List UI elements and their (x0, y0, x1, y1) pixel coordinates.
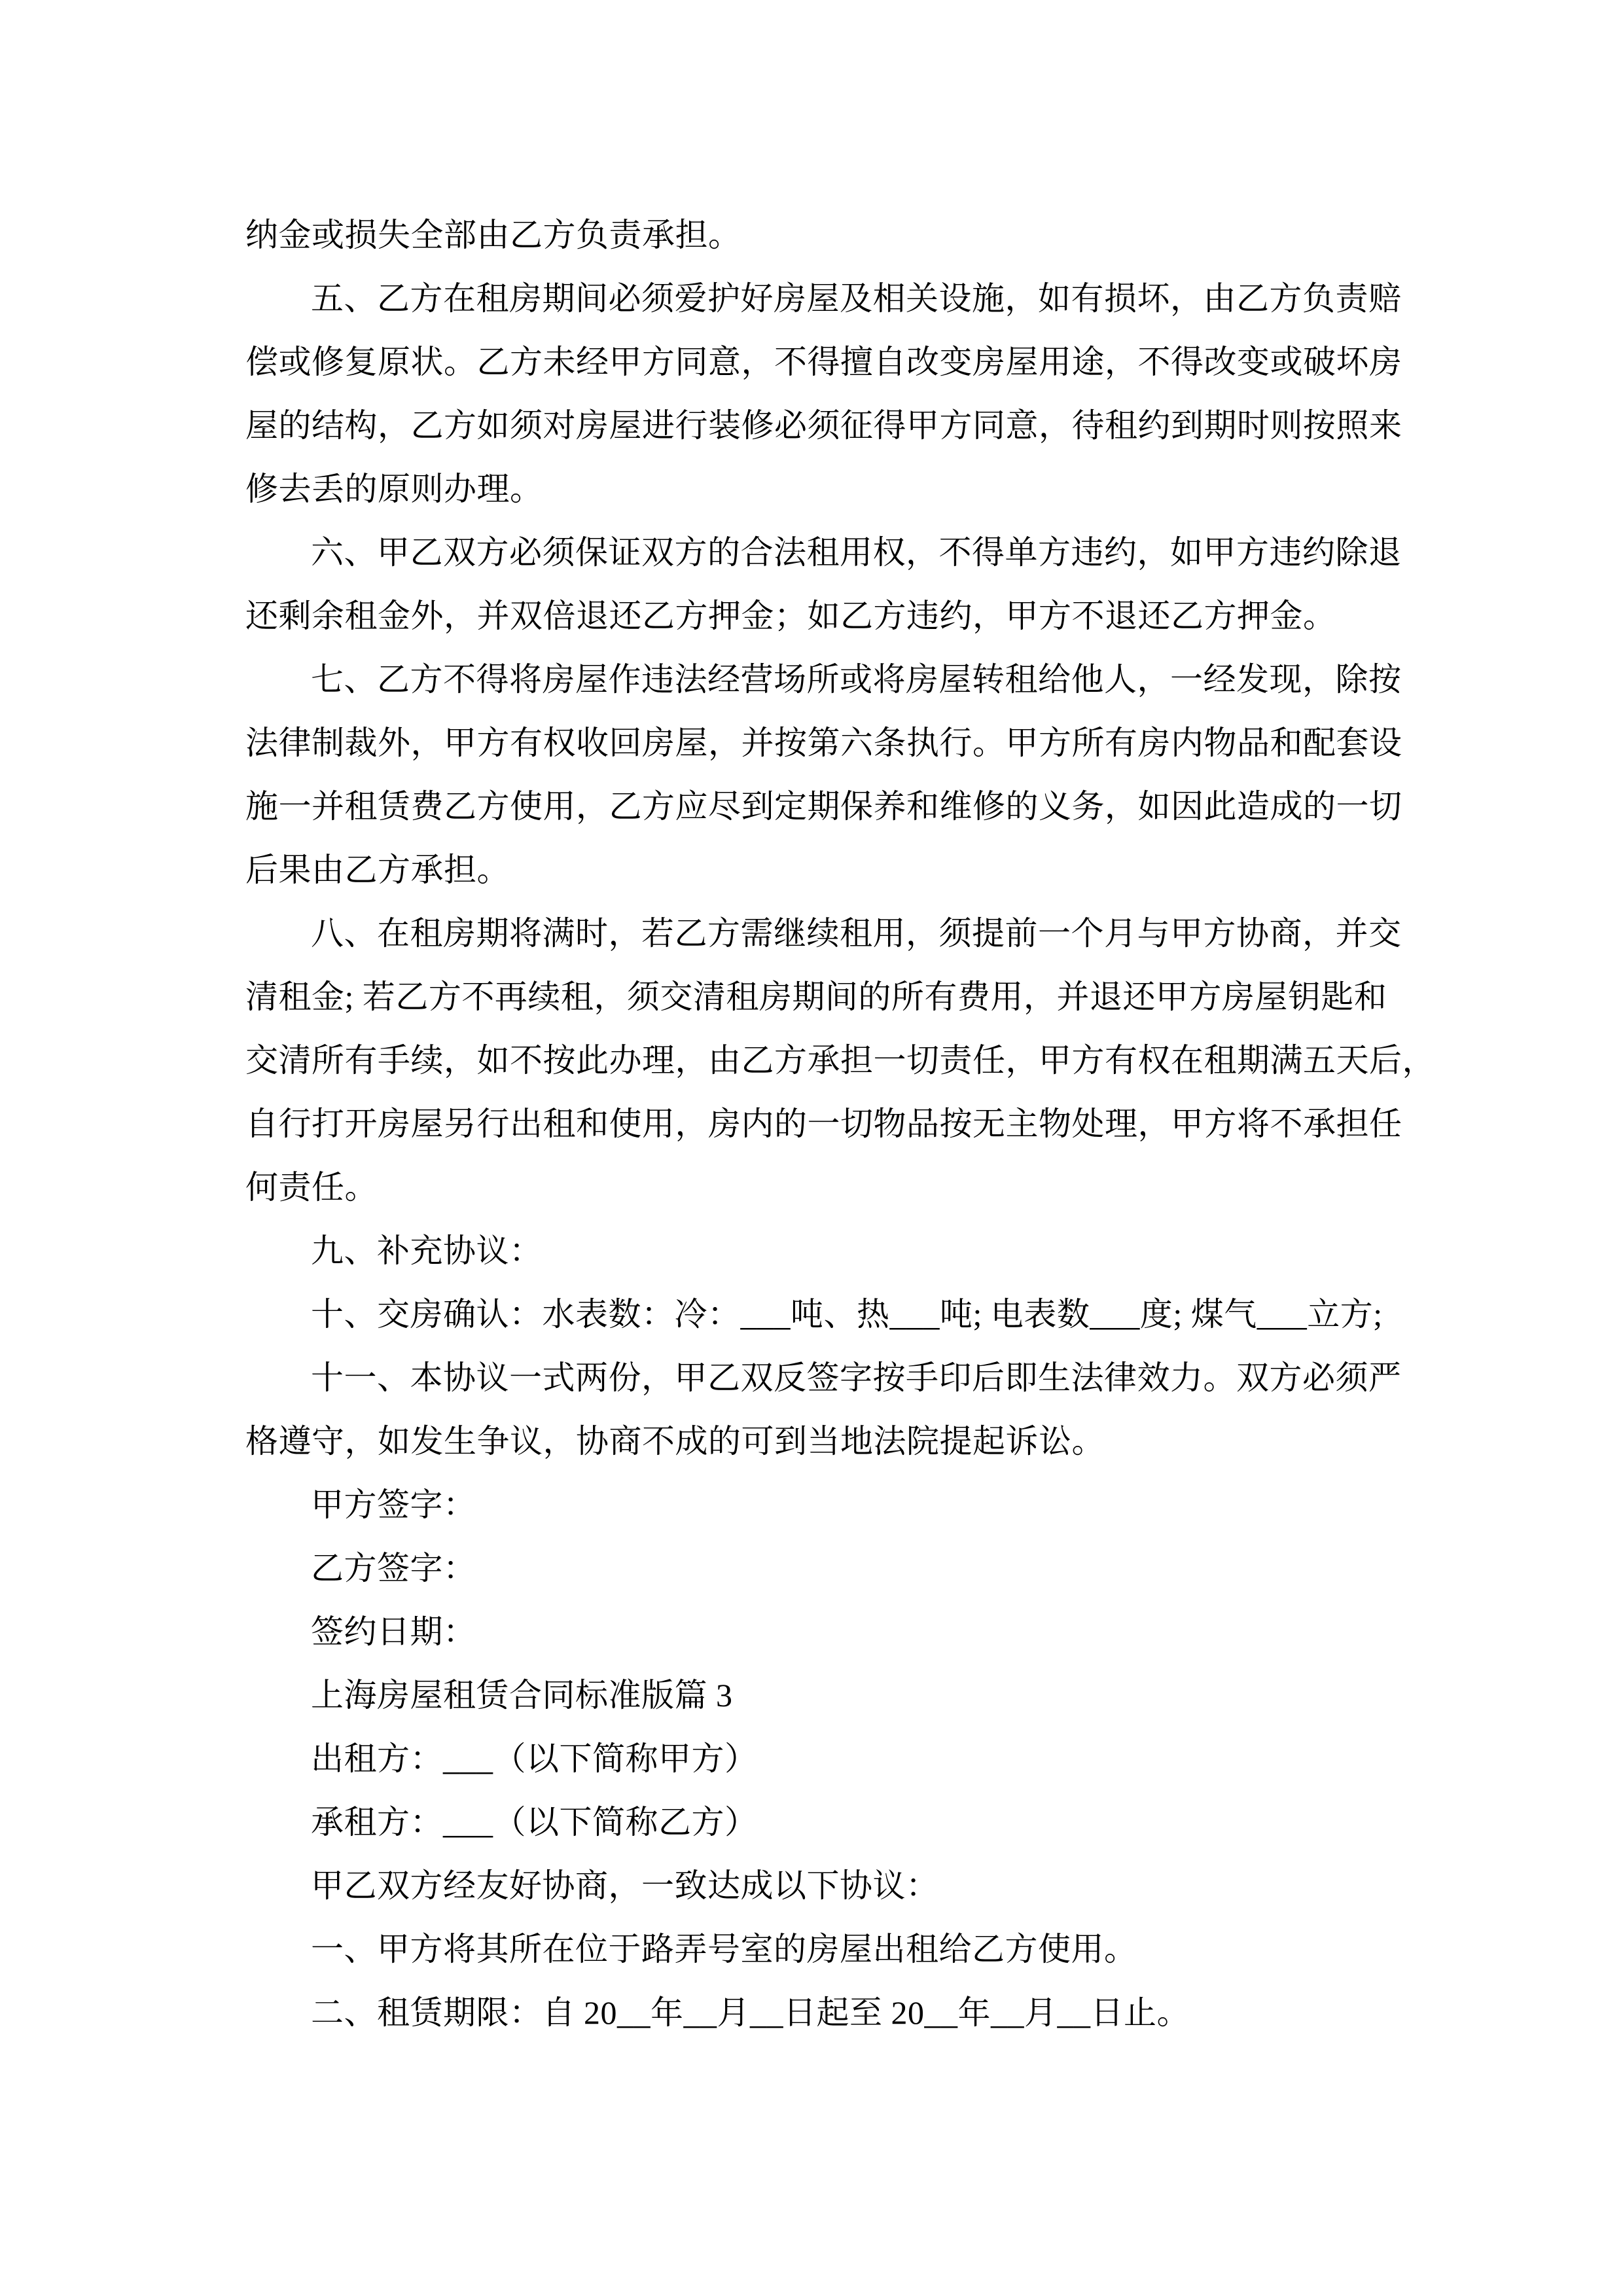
text-line: 十一、本协议一式两份，甲乙双反签字按手印后即生法律效力。双方必须严 (311, 1359, 1402, 1396)
text-line: 八、在租房期将满时，若乙方需继续租用，须提前一个月与甲方协商，并交 (311, 915, 1402, 952)
text-line: 后果由乙方承担。 (245, 852, 510, 888)
text-line: 格遵守，如发生争议，协商不成的可到当地法院提起诉讼。 (245, 1423, 1105, 1460)
text-line: 乙方签字： (311, 1550, 476, 1587)
text-line: 清租金; 若乙方不再续租，须交清租房期间的所有费用，并退还甲方房屋钥匙和 (245, 978, 1387, 1015)
text-line: 何责任。 (245, 1169, 378, 1206)
text-line: 施一并租赁费乙方使用，乙方应尽到定期保养和维修的义务，如因此造成的一切 (245, 788, 1402, 825)
text-line: 法律制裁外，甲方有权收回房屋，并按第六条执行。甲方所有房内物品和配套设 (245, 725, 1402, 761)
text-line: 六、甲乙双方必须保证双方的合法租用权，不得单方违约，如甲方违约除退 (311, 534, 1402, 571)
text-line: 自行打开房屋另行出租和使用，房内的一切物品按无主物处理，甲方将不承担任 (245, 1105, 1402, 1142)
text-line: 交清所有手续，如不按此办理，由乙方承担一切责任，甲方有权在租期满五天后， (245, 1042, 1435, 1079)
text-line: 修去丢的原则办理。 (245, 471, 543, 507)
text-line: 七、乙方不得将房屋作违法经营场所或将房屋转租给他人，一经发现，除按 (311, 661, 1402, 698)
text-line: 五、乙方在租房期间必须爱护好房屋及相关设施，如有损坏，由乙方负责赔 (311, 280, 1402, 317)
text-line: 上海房屋租赁合同标准版篇 3 (311, 1677, 733, 1713)
text-line: 一、甲方将其所在位于路弄号室的房屋出租给乙方使用。 (311, 1931, 1137, 1967)
text-line: 签约日期： (311, 1613, 476, 1650)
text-line: 九、补充协议： (311, 1232, 543, 1269)
text-line: 十、交房确认：水表数：冷：___吨、热___吨; 电表数___度; 煤气___立方; (311, 1296, 1383, 1333)
text-line: 二、租赁期限：自 20__年__月__日起至 20__年__月__日止。 (311, 1994, 1190, 2031)
text-line: 出租方：___（以下简称甲方） (311, 1740, 758, 1777)
text-line: 甲方签字： (311, 1486, 476, 1523)
text-line: 偿或修复原状。乙方未经甲方同意，不得擅自改变房屋用途，不得改变或破坏房 (245, 344, 1402, 380)
text-line: 承租方：___（以下简称乙方） (311, 1804, 758, 1840)
text-line: 屋的结构，乙方如须对房屋进行装修必须征得甲方同意，待租约到期时则按照来 (245, 407, 1402, 444)
text-line: 甲乙双方经友好协商，一致达成以下协议： (311, 1867, 939, 1904)
document-body (245, 204, 1435, 2045)
text-line: 还剩余租金外，并双倍退还乙方押金；如乙方违约，甲方不退还乙方押金。 (245, 598, 1336, 634)
text-line: 纳金或损失全部由乙方负责承担。 (245, 217, 741, 253)
